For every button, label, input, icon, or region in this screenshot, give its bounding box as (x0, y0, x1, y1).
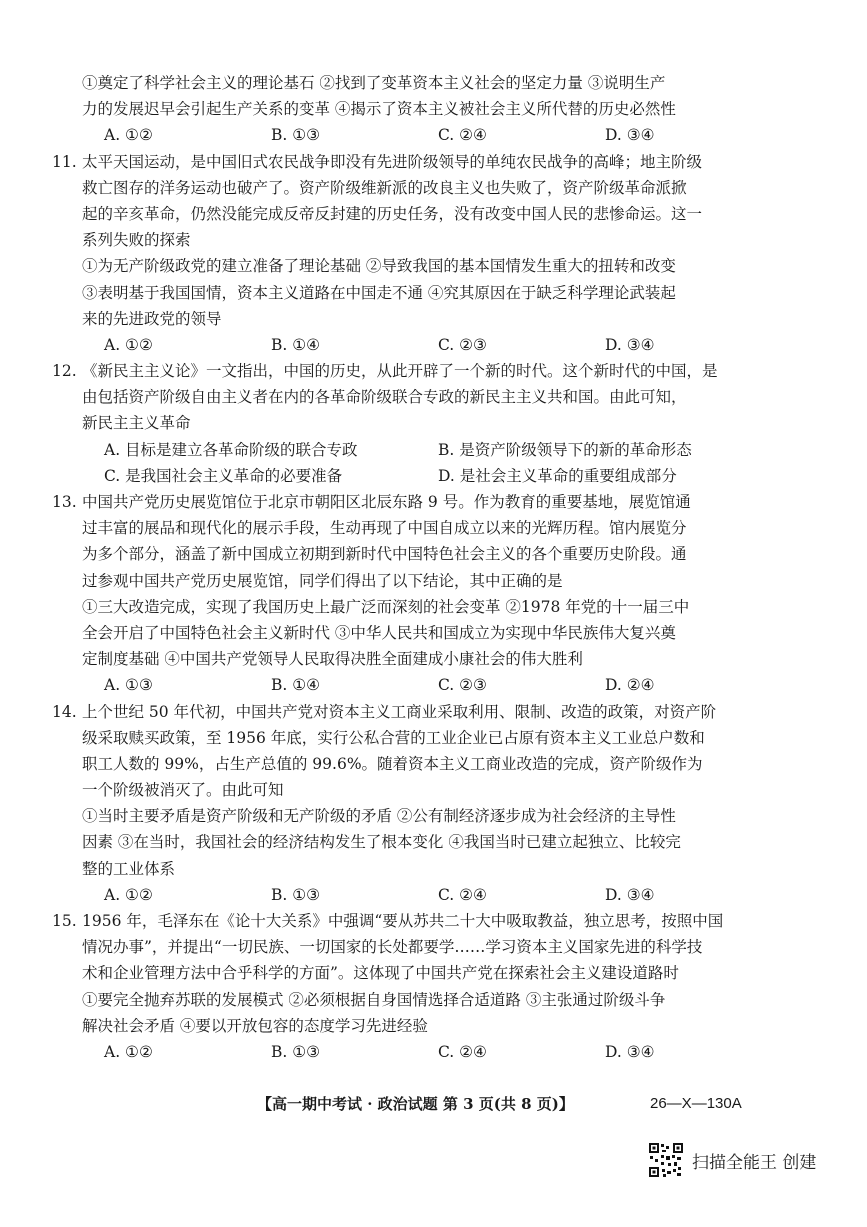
choice-a[interactable]: A. ①② (104, 1042, 153, 1061)
question-stem-line: 职工人数的 99%，占生产总值的 99.6%。随着资本主义工商业改造的完成，资产阶级作为 (82, 754, 703, 773)
choice-a[interactable]: A. ①② (104, 885, 153, 904)
option-line: 定制度基础 ④中国共产党领导人民取得决胜全面建成小康社会的伟大胜利 (82, 650, 583, 669)
option-line: 力的发展迟早会引起生产关系的变革 ④揭示了资本主义被社会主义所代替的历史必然性 (82, 100, 676, 119)
question-content (52, 70, 772, 1065)
question-number: 15. (52, 912, 77, 930)
question-stem-line: 由包括资产阶级自由主义者在内的各革命阶级联合专政的新民主主义共和国。由此可知， (82, 388, 687, 407)
question-stem-line: 过参观中国共产党历史展览馆，同学们得出了以下结论，其中正确的是 (82, 571, 563, 590)
choice-d[interactable]: D. ②④ (605, 676, 655, 695)
option-line: ①为无产阶级政党的建立准备了理论基础 ②导致我国的基本国情发生重大的扭转和改变 (82, 257, 676, 276)
question-stem-line: 新民主主义革命 (82, 414, 191, 433)
choice-d[interactable]: D. 是社会主义革命的重要组成部分 (438, 466, 677, 485)
question-stem-line: 情况办事”，并提出“一切民族、一切国家的长处都要学……学习资本主义国家先进的科学技 (82, 938, 703, 957)
choice-c[interactable]: C. ②④ (438, 885, 487, 904)
option-line: 整的工业体系 (82, 859, 176, 878)
choice-b[interactable]: B. ①④ (271, 335, 321, 354)
choice-c[interactable]: C. ②④ (438, 126, 487, 145)
question-12-choices-row (82, 463, 772, 489)
question-stem-line: 12. 《新民主主义论》一文指出，中国的历史，从此开辟了一个新的时代。这个新时代的中国，是 (82, 358, 772, 384)
scanner-watermark (648, 1142, 816, 1178)
question-number: 14. (52, 702, 77, 721)
question-12-choices-row (82, 437, 772, 463)
choice-a[interactable]: A. ①③ (104, 676, 153, 695)
choice-b[interactable]: B. ①③ (271, 885, 321, 904)
question-number: 11. (52, 152, 77, 171)
question-14-choices (82, 882, 772, 908)
question-14 (52, 699, 772, 909)
question-stem-line: 系列失败的探索 (82, 231, 191, 250)
option-line: ①要完全抛弃苏联的发展模式 ②必须根据自身国情选择合适道路 ③主张通过阶级斗争 (82, 990, 666, 1009)
choice-b[interactable]: B. 是资产阶级领导下的新的革命形态 (438, 440, 692, 459)
question-13-choices (82, 672, 772, 698)
question-stem-line: 15. 1956 年，毛泽东在《论十大关系》中强调“要从苏共二十大中吸取教益，独立思考，按照中国 (82, 908, 772, 934)
choice-c[interactable]: C. ②④ (438, 1042, 487, 1061)
choice-a[interactable]: A. ①② (104, 335, 153, 354)
question-stem-line: 术和企业管理方法中合乎科学的方面”。这体现了中国共产党在探索社会主义建设道路时 (82, 964, 679, 983)
question-stem-line: 救亡图存的洋务运动也破产了。资产阶级维新派的改良主义也失败了，资产阶级革命派掀 (82, 178, 687, 197)
question-stem-line: 起的辛亥革命，仍然没能完成反帝反封建的历史任务，没有改变中国人民的悲惨命运。这一 (82, 204, 703, 223)
scanner-watermark-text: 扫描全能王 创建 (692, 1152, 817, 1173)
option-line: ①当时主要矛盾是资产阶级和无产阶级的矛盾 ②公有制经济逐步成为社会经济的主导性 (82, 807, 676, 826)
question-15-choices (82, 1039, 772, 1065)
question-stem-line: 为多个部分，涵盖了新中国成立初期到新时代中国特色社会主义的各个重要历史阶段。通 (82, 545, 687, 564)
question-15 (52, 908, 772, 1065)
question-11-choices (82, 332, 772, 358)
choice-d[interactable]: D. ③④ (605, 1042, 655, 1061)
question-stem-line: 11. 太平天国运动，是中国旧式农民战争即没有先进阶级领导的单纯农民战争的高峰；地主阶级 (82, 149, 772, 175)
choice-c[interactable]: C. ②③ (438, 335, 487, 354)
question-stem-line: 过丰富的展品和现代化的展示手段，生动再现了中国自成立以来的光辉历程。馆内展览分 (82, 519, 687, 538)
question-12 (52, 358, 772, 489)
choice-b[interactable]: B. ①④ (271, 676, 321, 695)
choice-d[interactable]: D. ③④ (605, 335, 655, 354)
choice-d[interactable]: D. ③④ (605, 126, 655, 145)
page-footer (0, 1091, 867, 1117)
footer-title: 【高一期中考试 · 政治试题 第 3 页(共 8 页)】 (257, 1095, 574, 1113)
option-line: 来的先进政党的领导 (82, 309, 222, 328)
qr-code-icon (648, 1142, 684, 1178)
choice-a[interactable]: A. ①② (104, 126, 153, 145)
question-stem-line: 一个阶级被消灭了。由此可知 (82, 781, 284, 800)
question-number: 13. (52, 493, 77, 511)
option-line: ①三大改造完成，实现了我国历史上最广泛而深刻的社会变革 ②1978 年党的十一届三中 (82, 597, 690, 616)
choice-b[interactable]: B. ①③ (271, 126, 321, 145)
choice-d[interactable]: D. ③④ (605, 885, 655, 904)
option-line: ③表明基于我国国情，资本主义道路在中国走不通 ④究其原因在于缺乏科学理论武装起 (82, 283, 676, 302)
choice-c[interactable]: C. 是我国社会主义革命的必要准备 (104, 466, 343, 485)
question-stem-line: 13. 中国共产党历史展览馆位于北京市朝阳区北辰东路 9 号。作为教育的重要基地，展览馆通 (82, 489, 772, 515)
footer-code: 26—X—130A (650, 1095, 742, 1112)
question-stem-line: 级采取赎买政策，至 1956 年底，实行公私合营的工业企业已占原有资本主义工业总户数和 (82, 728, 705, 747)
choice-a[interactable]: A. 目标是建立各革命阶级的联合专政 (104, 440, 358, 459)
option-line: 因素 ③在当时，我国社会的经济结构发生了根本变化 ④我国当时已建立起独立、比较完 (82, 833, 681, 852)
choice-b[interactable]: B. ①③ (271, 1042, 321, 1061)
question-11 (52, 149, 772, 359)
question-number: 12. (52, 362, 77, 381)
question-13 (52, 489, 772, 699)
question-stem-line: 14. 上个世纪 50 年代初，中国共产党对资本主义工商业采取利用、限制、改造的政策，对资产阶 (82, 699, 772, 725)
question-10-options (82, 70, 772, 122)
option-line: ①奠定了科学社会主义的理论基石 ②找到了变革资本主义社会的坚定力量 ③说明生产 (82, 74, 666, 92)
option-line: 解决社会矛盾 ④要以开放包容的态度学习先进经验 (82, 1016, 428, 1035)
question-10-choices (82, 122, 772, 148)
choice-c[interactable]: C. ②③ (438, 676, 487, 695)
option-line: 全会开启了中国特色社会主义新时代 ③中华人民共和国成立为实现中华民族伟大复兴奠 (82, 623, 676, 642)
